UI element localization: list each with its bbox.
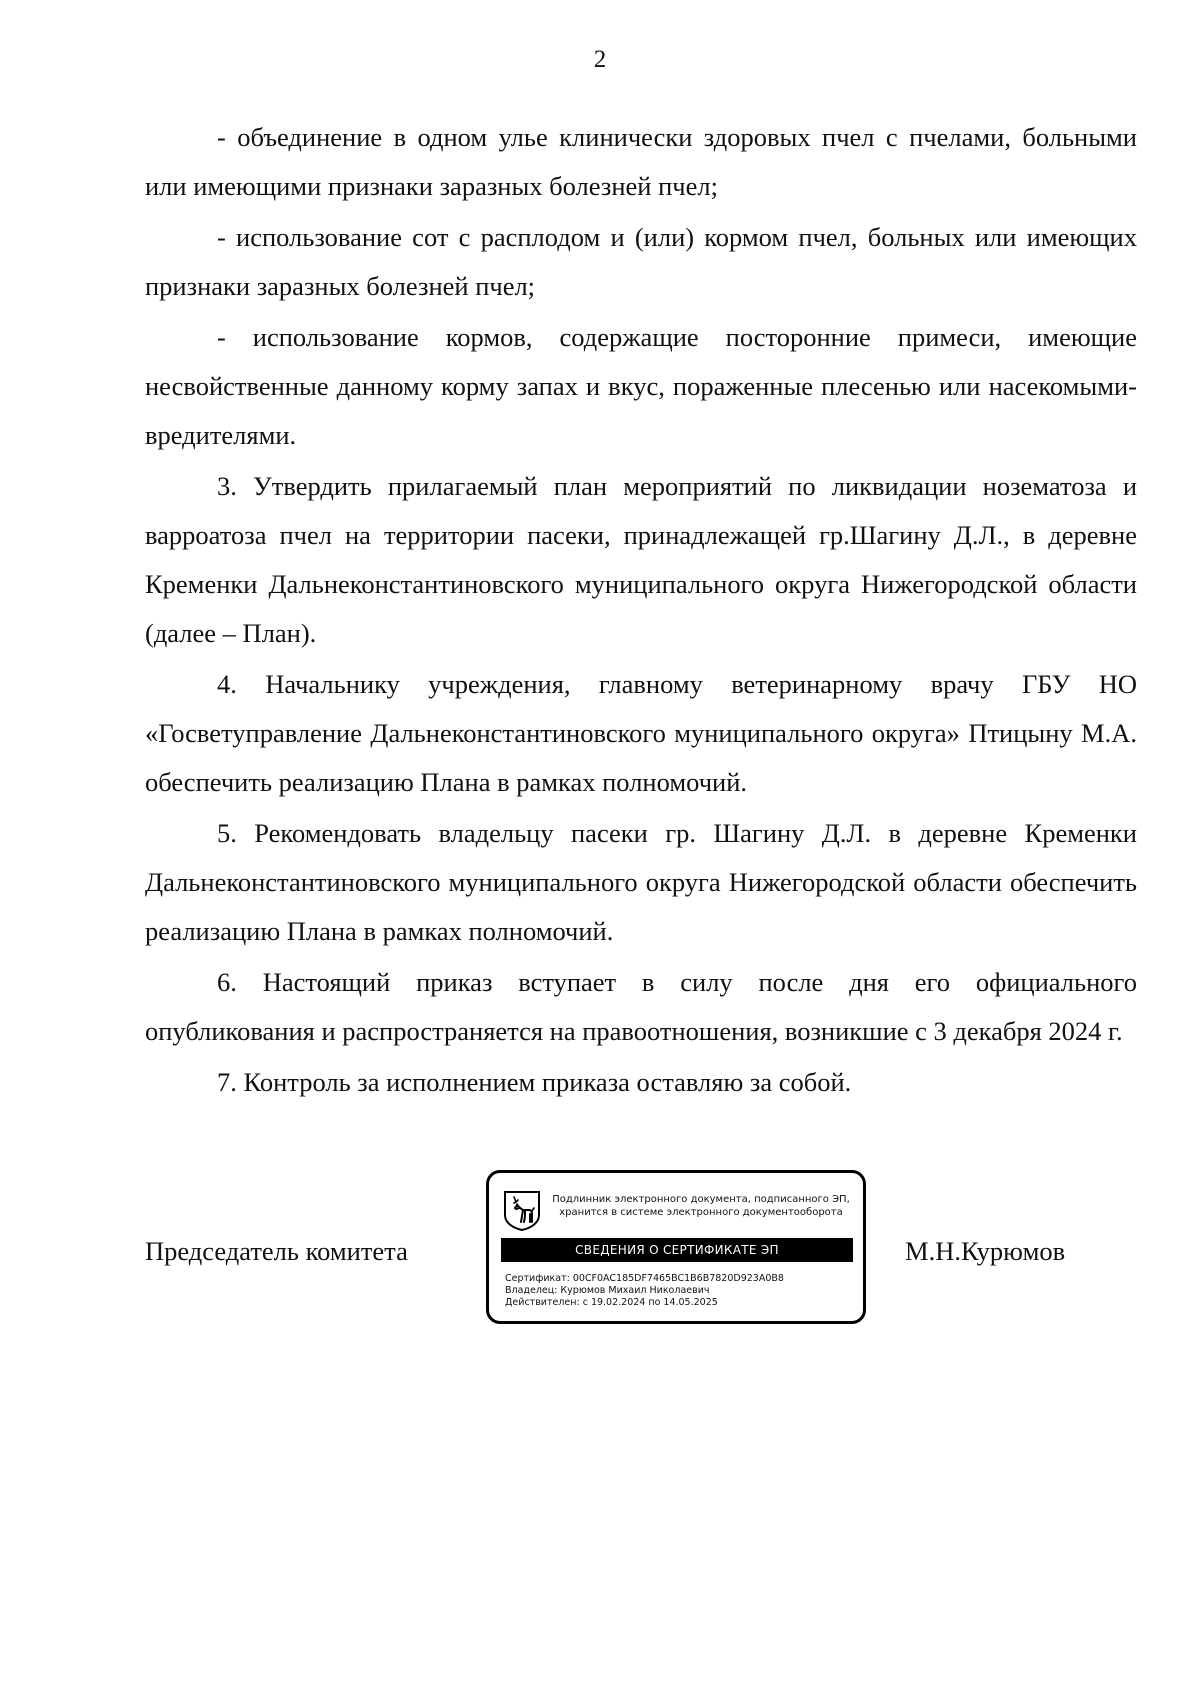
paragraph-prohibition-combining-hives: - объединение в одном улье клинически здоровых пчел с пчелами, больными или имеющими признаки заразных болезней пчел;: [145, 122, 1137, 201]
paragraph-item-5-recommend-owner: 5. Рекомендовать владельцу пасеки гр. Шагину Д.Л. в деревне Кременки Дальнеконстантиновского муниципального округа Нижегородской области обеспечить реализацию Плана в рамках полномочий.: [145, 818, 1137, 946]
electronic-signature-stamp: [486, 1170, 866, 1324]
stamp-header: [551, 1193, 851, 1219]
signatory-position: Председатель комитета: [145, 1236, 408, 1266]
stamp-certificate-title: СВЕДЕНИЯ О СЕРТИФИКАТЕ ЭП: [501, 1238, 853, 1262]
paragraph-prohibition-combs-use: - использование сот с расплодом и (или) кормом пчел, больных или имеющих признаки заразных болезней пчел;: [145, 222, 1137, 301]
paragraph-item-4-vet-head: 4. Начальнику учреждения, главному ветеринарному врачу ГБУ НО «Госветуправление Дальнеконстантиновского муниципального округа» Птицыну М.А. обеспечить реализацию Плана в рамках полномочий.: [145, 669, 1137, 797]
paragraph-item-6-effective-date: 6. Настоящий приказ вступает в силу после дня его официального опубликования и распространяется на правоотношения, возникшие с 3 декабря 2024 г.: [145, 967, 1137, 1046]
stamp-header-line-1: Подлинник электронного документа, подписанного ЭП,: [552, 1194, 850, 1205]
paragraph-item-7-control: 7. Контроль за исполнением приказа оставляю за собой.: [217, 1067, 852, 1097]
stamp-certificate-details: [505, 1273, 855, 1309]
nizhny-novgorod-deer-emblem-icon: [501, 1189, 543, 1231]
stamp-certificate-number: Сертификат: 00CF0AC185DF7465BC1B6B7820D923A0B8: [505, 1273, 784, 1284]
page-number: 2: [593, 46, 607, 73]
stamp-certificate-owner: Владелец: Курюмов Михаил Николаевич: [505, 1285, 710, 1296]
signature-block: [0, 1170, 1200, 1330]
signatory-name: М.Н.Курюмов: [905, 1236, 1066, 1266]
stamp-certificate-validity: Действителен: с 19.02.2024 по 14.05.2025: [505, 1297, 718, 1308]
document-body: [145, 113, 1137, 1109]
paragraph-item-3-approve-plan: 3. Утвердить прилагаемый план мероприятий по ликвидации нозематоза и варроатоза пчел на территории пасеки, принадлежащей гр.Шагину Д.Л., в деревне Кременки Дальнеконстантиновского муниципального округа Нижегородской области (далее – План).: [145, 471, 1137, 648]
paragraph-prohibition-feed-use: - использование кормов, содержащие посторонние примеси, имеющие несвойственные данному корму запах и вкус, пораженные плесенью или насекомыми-вредителями.: [145, 322, 1137, 450]
stamp-header-line-2: хранится в системе электронного документооборота: [559, 1207, 843, 1218]
